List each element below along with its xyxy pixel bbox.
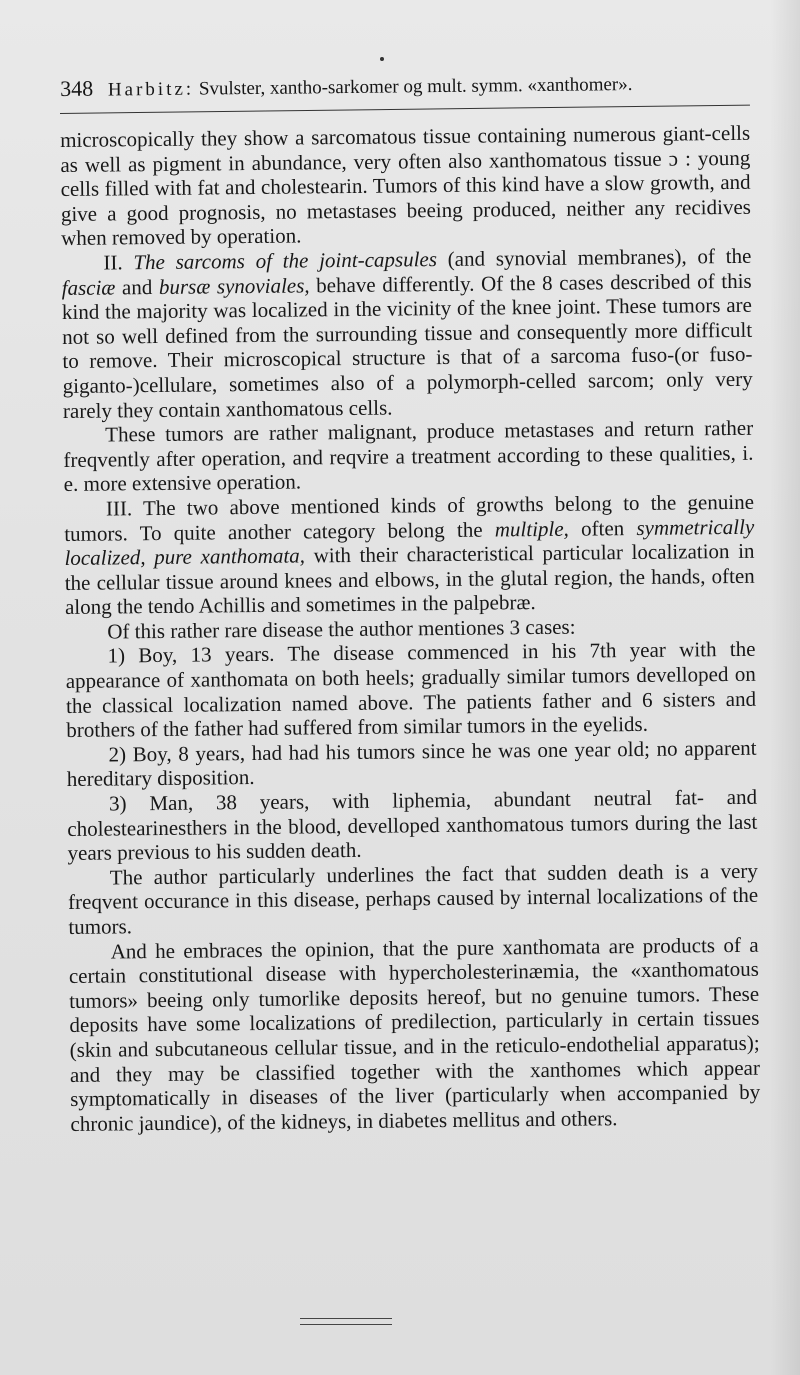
paragraph: II. The sarcoms of the joint-capsules (and synovial membranes), of the fasciæ and bursæ synoviales, behave differently. Of the 8 cases described of this kind the majority was localized in the vicinity of the knee joint. These tumors are not so well defined from the surrounding tissue and consequently more difficult to remove. Their microscopical structure is that of a sarcoma fuso-(or fuso-giganto-)cellulare, sometimes also of a polymorph-celled sarcom; only very rarely they contain xanthomatous cells. xyxy=(61,243,753,423)
header-author: Harbitz: xyxy=(107,78,195,101)
case-item: 3) Man, 38 years, with liphemia, abundant neutral fat- and cholestearinesthers in the blood, develloped xanthomatous tumors during the last years previous to his sudden death. xyxy=(67,784,758,866)
article-body xyxy=(60,121,761,1137)
end-rule xyxy=(300,1318,392,1325)
case-item: 2) Boy, 8 years, had had his tumors since he was one year old; no apparent hereditary disposition. xyxy=(66,735,757,792)
italic-phrase: symmetrically localized, pure xanthomata, xyxy=(64,514,755,571)
case-item: 1) Boy, 13 years. The disease commenced in his 7th year with the appearance of xanthomata on both heels; gradually similar tumors develloped on the classical localization named above. The patients father and 6 sisters and brothers of the father had suffered from similar tumors in the eyelids. xyxy=(65,637,757,743)
paragraph: These tumors are rather malignant, produce metastases and return rather freqvently after operation, and reqvire a treatment according to these qualities, i. e. more extensive operation. xyxy=(63,415,754,497)
paragraph: Of this rather rare disease the author mentiones 3 cases: xyxy=(107,614,576,644)
print-speck xyxy=(380,57,384,61)
paragraph: microscopically they show a sarcomatous tissue containing numerous giant-cells as well as pigment in abundance, very often also xanthomatous tissue ɔ : young cells filled with fat and cholestearin. Tumors of this kind have a slow growth, and give a good prognosis, no metastases beeing produced, neither any recidives when removed by operation. xyxy=(60,120,751,251)
paragraph: III. The two above mentioned kinds of growths belong to the genuine tumors. To quite another category belong the multiple, often symmetrically localized, pure xanthomata, with their characteristical particular localization in the cellular tissue around knees and elbows, in the glutal region, the hands, often along the tendo Achillis and sometimes in the palpebræ. xyxy=(64,489,755,620)
italic-phrase: fasciæ xyxy=(61,274,116,300)
header-title: Svulster, xantho-sarkomer og mult. symm. «xanthomer». xyxy=(198,74,633,100)
header-rule xyxy=(60,105,750,114)
page-number: 348 xyxy=(60,75,94,101)
paragraph: The author particularly underlines the fact that sudden death is a very freqvent occurance in this disease, perhaps caused by internal localizations of the tumors. xyxy=(67,858,759,939)
italic-phrase: The sarcoms of the joint-capsules xyxy=(133,247,438,275)
italic-phrase: bursæ synoviales, xyxy=(158,272,310,299)
running-header xyxy=(60,69,740,102)
italic-phrase: multiple, xyxy=(494,516,569,541)
paragraph: And he embraces the opinion, that the pure xanthomata are products of a certain constitutional disease with hypercholesterinæmia, the «xanthomatous tumors» beeing only tumorlike deposits hereof, but no genuine tumors. These deposits have some localizations of predilection, particularly in certain tissues (skin and subcutaneous cellular tissue, and in the reticulo-endothelial apparatus); and they may be classified together with the xanthomes which appear symptomatically in diseases of the liver (particularly when accompanied by chronic jaundice), of the kidneys, in diabetes mellitus and others. xyxy=(68,932,761,1136)
